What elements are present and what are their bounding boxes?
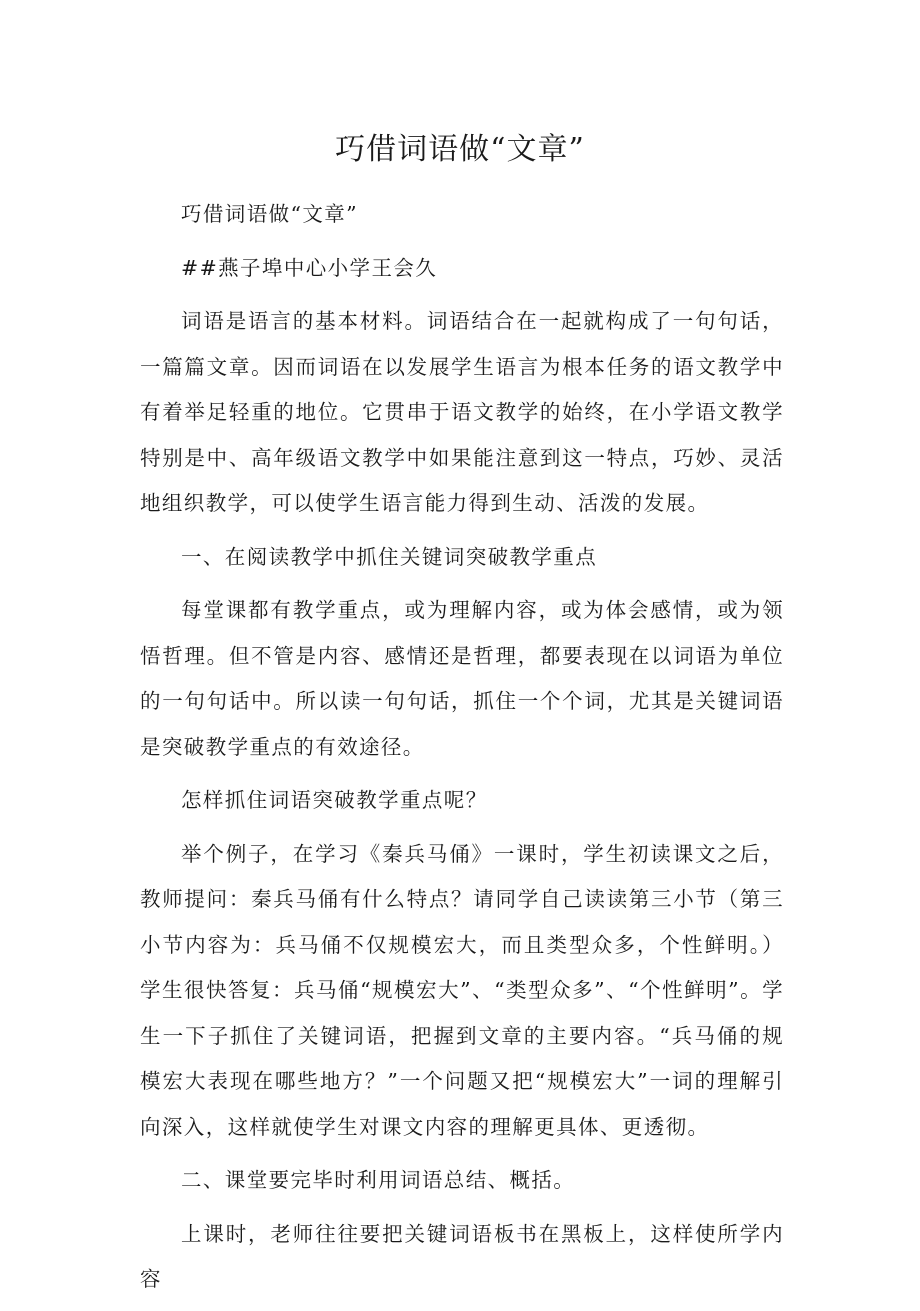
section-heading: 二、课堂要完毕时利用词语总结、概括。 <box>181 1168 576 1192</box>
document-body <box>140 192 784 1311</box>
section-heading: 一、在阅读教学中抓住关键词突破教学重点 <box>181 544 598 569</box>
body-paragraph: 词语是语言的基本材料。词语结合在一起就构成了一句句话，一篇篇文章。因而词语在以发展学生语言为根本任务的语文教学中有着举足轻重的地位。它贯串于语文教学的始终，在小学语文教学特别是中、高年级语文教学中如果能注意到这一特点，巧妙、灵活地组织教学，可以使学生语言能力得到生动、活泼的发展。 <box>140 309 784 515</box>
subtitle-paragraph: 巧借词语做“文章” <box>181 202 359 226</box>
body-paragraph: 举个例子，在学习《秦兵马俑》一课时，学生初读课文之后，教师提问：秦兵马俑有什么特点？请同学自己读读第三小节（第三小节内容为：兵马俑不仅规模宏大，而且类型众多，个性鲜明。）学生很快答复：兵马俑“规模宏大”、“类型众多”、“个性鲜明”。学生一下子抓住了关键词语，把握到文章的主要内容。“兵马俑的规模宏大表现在哪些地方？”一个问题又把“规模宏大”一词的理解引向深入，这样就使学生对课文内容的理解更具体、更透彻。 <box>140 841 784 1139</box>
body-paragraph: 怎样抓住词语突破教学重点呢？ <box>181 788 488 812</box>
body-paragraph: 上课时，老师往往要把关键词语板书在黑板上，这样使所学内容 <box>140 1221 784 1291</box>
body-paragraph: 每堂课都有教学重点，或为理解内容，或为体会感情，或为领悟哲理。但不管是内容、感情还是哲理，都要表现在以词语为单位的一句句话中。所以读一句句话，抓住一个个词，尤其是关键词语是突破教学重点的有效途径。 <box>140 598 784 759</box>
author-line: ##燕子埠中心小学王会久 <box>181 255 438 280</box>
document-title: 巧借词语做“文章” <box>335 132 585 167</box>
